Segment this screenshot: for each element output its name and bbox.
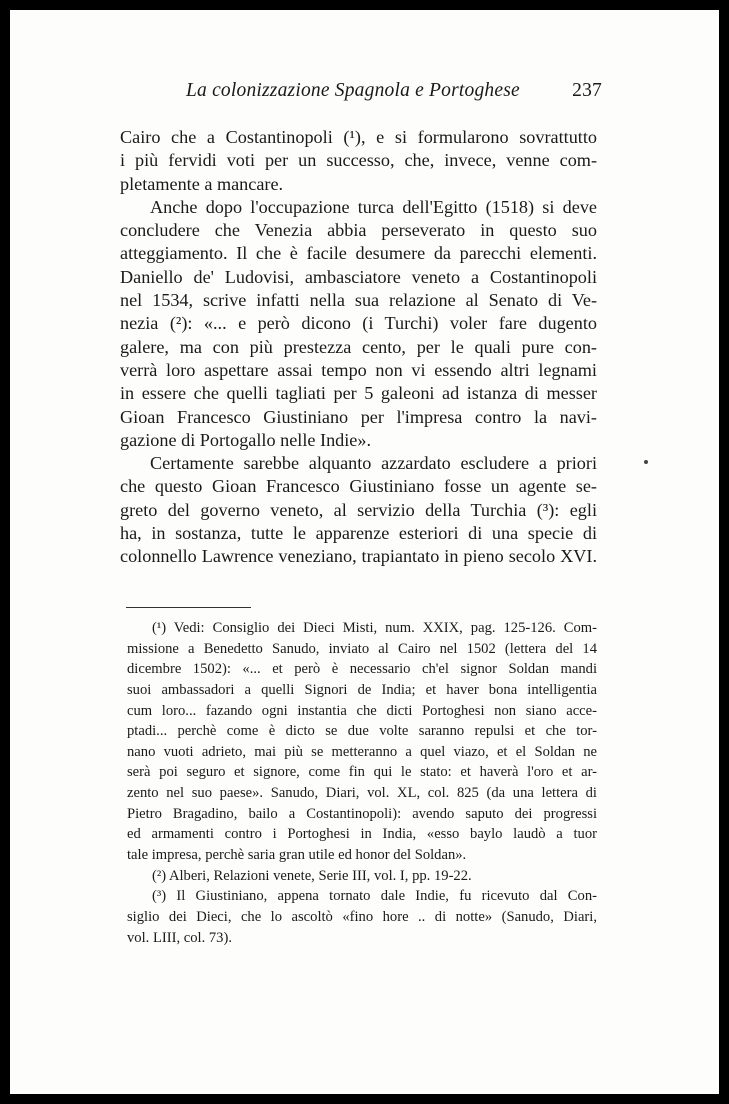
footnote-line: siglio dei Dieci, che lo ascoltò «fino hore .. di notte» (Sanudo, Diari, xyxy=(127,908,597,925)
text-line: concludere che Venezia abbia perseverato in questo suo xyxy=(120,220,597,241)
text-line: che questo Gioan Francesco Giustiniano fosse un agente se- xyxy=(120,476,597,497)
footnote-line: vol. LIII, col. 73). xyxy=(127,929,232,946)
text-line: Anche dopo l'occupazione turca dell'Egitto (1518) si deve xyxy=(150,196,597,217)
text-line: greto del governo veneto, al servizio della Turchia (³): egli xyxy=(120,499,597,520)
paragraph-1 xyxy=(120,126,597,196)
text-line: colonnello Lawrence veneziano, trapiantato in pieno secolo XVI. xyxy=(120,546,597,567)
footnote-separator xyxy=(126,607,251,608)
footnote-1 xyxy=(127,618,597,866)
book-page xyxy=(10,10,719,1094)
footnotes xyxy=(127,618,597,948)
text-line: nel 1534, scrive infatti nella sua relazione al Senato di Ve- xyxy=(120,290,597,311)
text-line: gazione di Portogallo nelle Indie». xyxy=(120,429,372,450)
text-line: pletamente a mancare. xyxy=(120,173,284,194)
text-line: galere, ma con più prestezza cento, per le quali pure con- xyxy=(120,336,597,357)
text-line: ha, in sostanza, tutte le apparenze esteriori di una specie di xyxy=(120,523,597,544)
footnote-2 xyxy=(127,866,597,887)
footnote-line: suoi ambassadori a quelli Signori de India; et haver bona intelligentia xyxy=(127,681,597,698)
footnote-line: dicembre 1502): «... et però è necessario ch'el signor Soldan mandi xyxy=(127,661,597,678)
running-title: La colonizzazione Spagnola e Portoghese xyxy=(186,80,520,101)
page-number: 237 xyxy=(572,80,602,101)
text-line: Cairo che a Costantinopoli (¹), e si formularono sovrattutto xyxy=(120,127,597,147)
footnote-line: missione a Benedetto Sanudo, inviato al Cairo nel 1502 (lettera del 14 xyxy=(127,640,597,657)
text-line: Gioan Francesco Giustiniano per l'impresa contro la navi- xyxy=(120,406,597,427)
text-line: in essere che quelli tagliati per 5 galeoni ad istanza di messer xyxy=(120,383,597,404)
main-text xyxy=(120,126,597,569)
text-line: atteggiamento. Il che è facile desumere da parecchi elementi. xyxy=(120,243,597,264)
text-line: verrà loro aspettare assai tempo non vi essendo altri legnami xyxy=(120,359,597,380)
text-line: Certamente sarebbe alquanto azzardato escludere a priori xyxy=(150,453,597,474)
footnote-line: (³) Il Giustiniano, appena tornato dale Indie, fu ricevuto dal Con- xyxy=(152,888,597,905)
footnote-line: ed armamenti contro i Portoghesi in India, «esso baylo laudò a tuor xyxy=(127,826,597,843)
footnote-line: cum loro... fazando ogni instantia che dicti Portoghesi non siano acce- xyxy=(127,702,597,719)
text-line: nezia (²): «... e però dicono (i Turchi) voler fare dugento xyxy=(120,313,597,334)
footnote-line: (²) Alberi, Relazioni venete, Serie III, vol. I, pp. 19-22. xyxy=(152,867,472,884)
footnote-line: tale impresa, perchè saria gran utile ed honor del Soldan». xyxy=(127,847,467,864)
paragraph-2 xyxy=(120,196,597,452)
running-header xyxy=(186,76,606,106)
text-line: i più fervidi voti per un successo, che, invece, venne com- xyxy=(120,150,597,171)
paragraph-3 xyxy=(120,452,597,568)
footnote-line: serà poi seguro et signore, come fin qui le stato: et haverà l'oro et ar- xyxy=(127,764,597,781)
footnote-line: nano vuoti adrieto, mai più se metteranno a quel viazo, et el Soldan ne xyxy=(127,743,597,760)
footnote-3 xyxy=(127,886,597,948)
footnote-line: zento nel suo paese». Sanudo, Diari, vol. XL, col. 825 (da una lettera di xyxy=(127,785,597,802)
footnote-line: (¹) Vedi: Consiglio dei Dieci Misti, num. XXIX, pag. 125-126. Com- xyxy=(152,620,597,636)
text-line: Daniello de' Ludovisi, ambasciatore veneto a Costantinopoli xyxy=(120,266,597,287)
footnote-line: ptadi... perchè come è dicto se due volte saranno repulsi et che tor- xyxy=(127,723,597,740)
scan-speck xyxy=(644,460,648,464)
footnote-line: Pietro Bragadino, bailo a Costantinopoli): avendo saputo dei progressi xyxy=(127,805,597,822)
